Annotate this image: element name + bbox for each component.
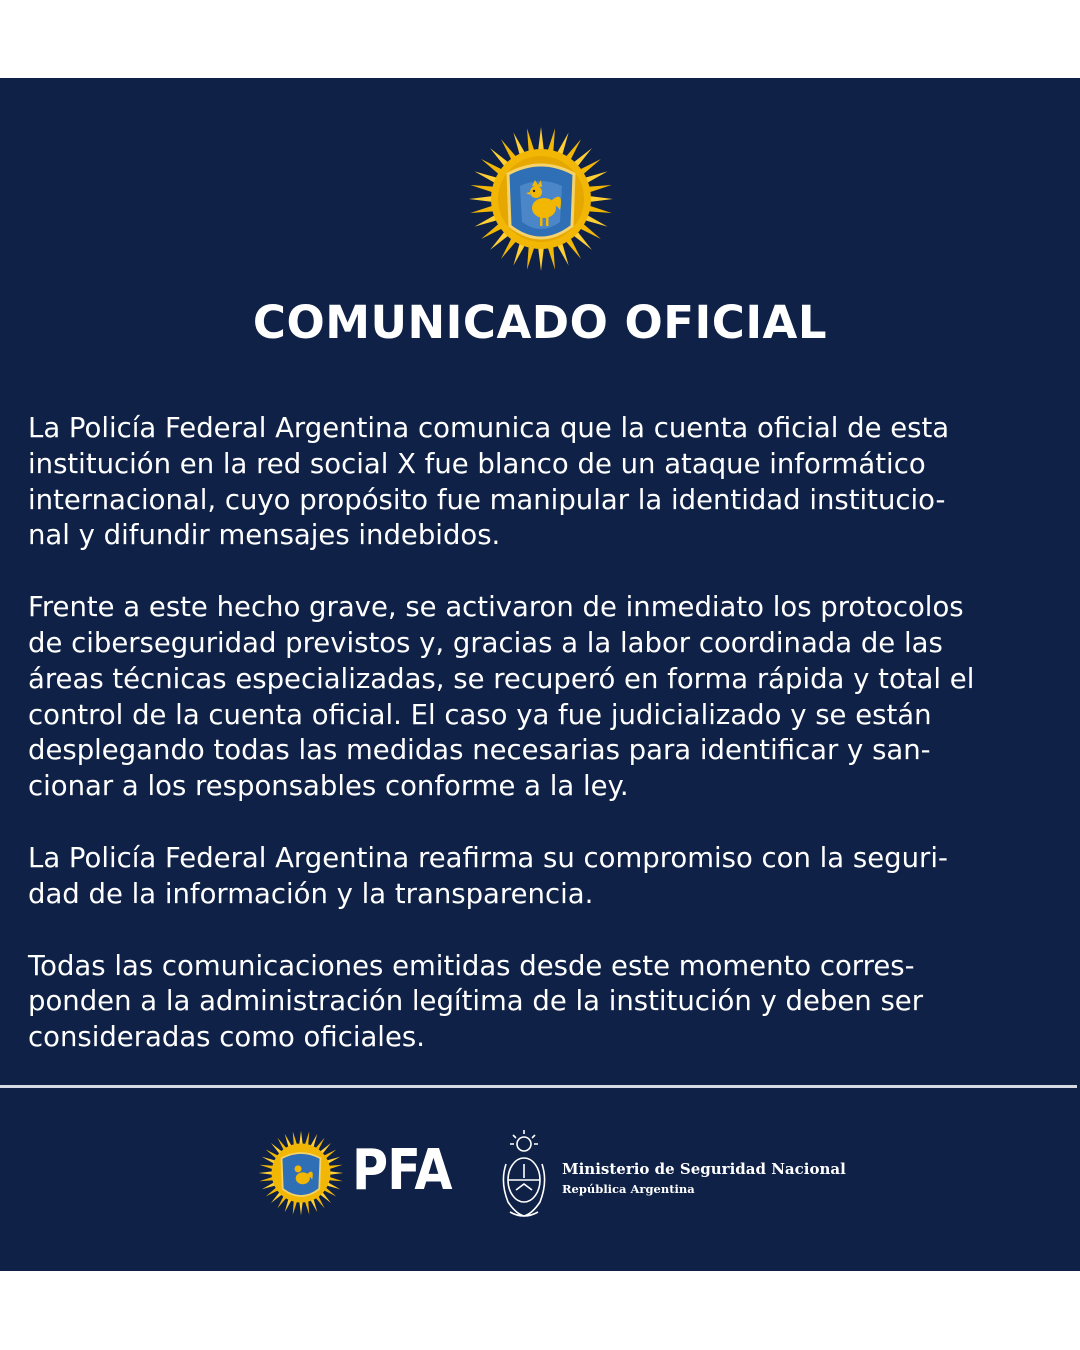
communique-body bbox=[28, 411, 1063, 1092]
text-line: nal y difundir mensajes indebidos. bbox=[28, 519, 501, 552]
text-line: de ciberseguridad previstos y, gracias a la labor coordinada de las bbox=[28, 626, 943, 659]
text-line: dad de la información y la transparencia. bbox=[28, 877, 594, 910]
text-line: control de la cuenta oficial. El caso ya fue judicializado y se están bbox=[28, 698, 932, 731]
text-line: Frente a este hecho grave, se activaron de inmediato los protocolos bbox=[28, 591, 964, 624]
argentina-coat-of-arms-icon bbox=[496, 1128, 552, 1220]
text-line: La Policía Federal Argentina comunica que la cuenta oficial de esta bbox=[28, 412, 950, 444]
text-line: consideradas como oficiales. bbox=[28, 1021, 425, 1054]
text-line: Todas las comunicaciones emitidas desde este momento corres- bbox=[28, 949, 915, 982]
pfa-wordmark: PFA bbox=[352, 1138, 452, 1203]
communique-card bbox=[0, 78, 1080, 1271]
text-line: cionar a los responsables conforme a la ley. bbox=[28, 770, 629, 803]
page-title: COMUNICADO OFICIAL bbox=[252, 296, 828, 349]
paragraph-4 bbox=[28, 949, 1063, 1056]
ministry-block bbox=[562, 1160, 846, 1196]
text-line: institución en la red social X fue blanco de un ataque informático bbox=[28, 447, 926, 480]
paragraph-3 bbox=[28, 841, 1063, 913]
text-line: áreas técnicas especializadas, se recuperó en forma rápida y total el bbox=[28, 662, 975, 695]
text-line: internacional, cuyo propósito fue manipular la identidad institucio- bbox=[28, 483, 946, 516]
footer-divider bbox=[0, 1085, 1077, 1088]
ministry-subtitle: República Argentina bbox=[562, 1182, 695, 1196]
ministry-name: Ministerio de Seguridad Nacional bbox=[562, 1160, 846, 1178]
paragraph-2 bbox=[28, 590, 1063, 805]
pfa-badge-icon bbox=[468, 126, 614, 272]
text-line: La Policía Federal Argentina reafirma su compromiso con la seguri- bbox=[28, 841, 948, 874]
text-line: desplegando todas las medidas necesarias para identificar y san- bbox=[28, 734, 931, 767]
text-line: ponden a la administración legítima de la institución y deben ser bbox=[28, 985, 923, 1018]
paragraph-1 bbox=[28, 411, 1063, 554]
pfa-badge-icon bbox=[258, 1130, 344, 1216]
